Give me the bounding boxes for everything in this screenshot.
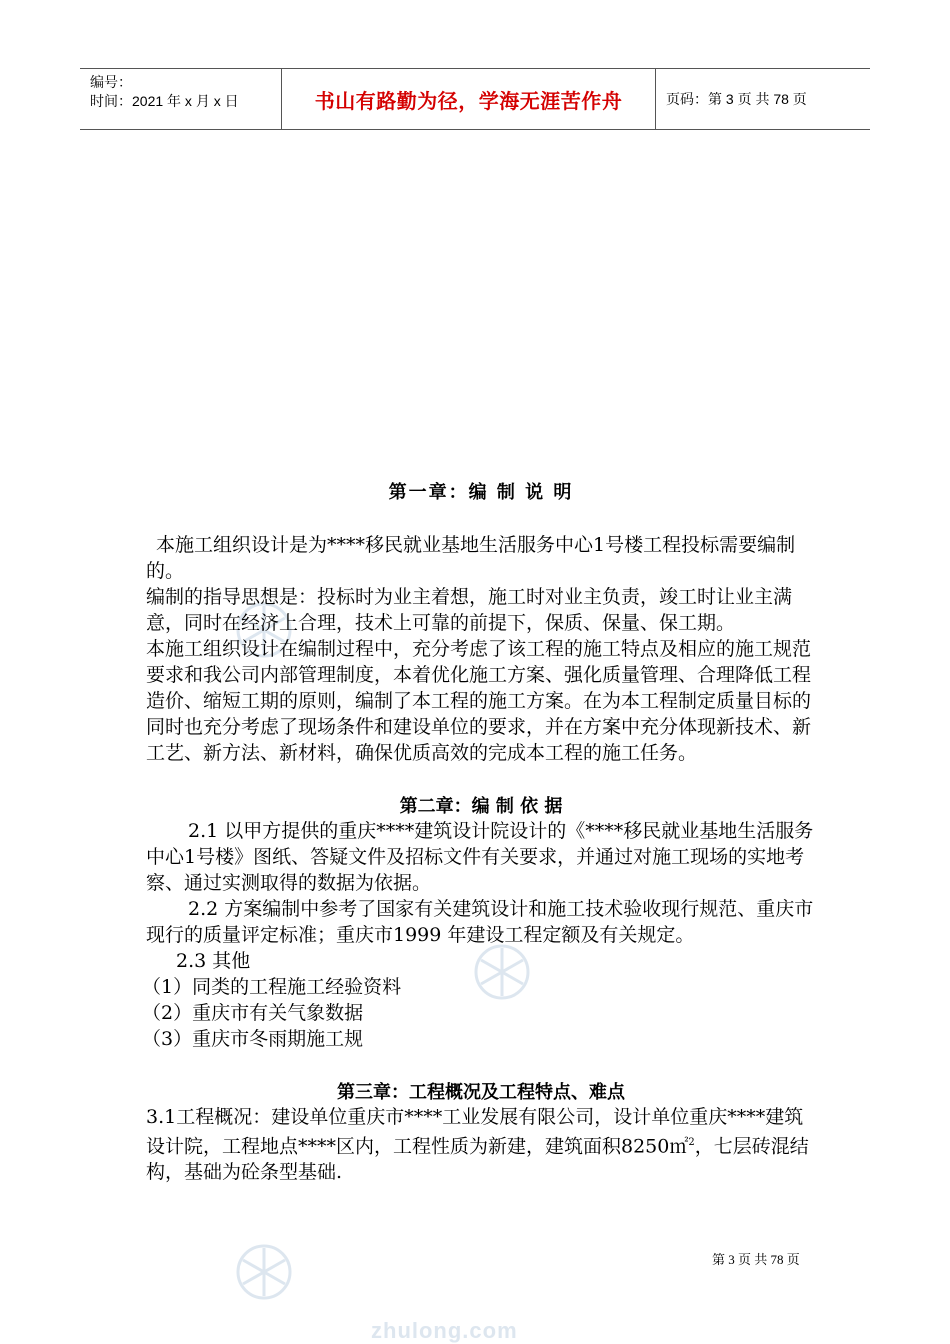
chapter-3-title: 第三章：工程概况及工程特点、难点 [337,1082,625,1103]
header-page-cell [656,69,870,129]
list-item: （1）同类的工程施工经验资料 [142,976,402,998]
list-item: （3）重庆市冬雨期施工规 [142,1028,364,1050]
section-3-1-paragraph [146,1104,816,1185]
section-3-1-text: 3.1工程概况：建设单位重庆市****工业发展有限公司，设计单位重庆****建筑设计院，工程地点****区内，工程性质为新建，建筑面积8250㎡ [146,1106,804,1158]
page-header [80,68,870,130]
document-date-label: 时间：2021 年 x 月 x 日 [90,93,239,109]
chapter-1-paragraph-2: 编制的指导思想是：投标时为业主着想，施工时对业主负责，竣工时让业主满意，同时在经济上合理，技术上可靠的前提下，保质、保量、保工期。 [146,586,793,634]
page-footer-number: 第 3 页 共 78 页 [712,1252,800,1267]
chapter-1-paragraph-3: 本施工组织设计在编制过程中，充分考虑了该工程的施工特点及相应的施工规范要求和我公司内部管理制度，本着优化施工方案、强化质量管理、合理降低工程造价、缩短工期的原则，编制了本工程的施工方案。在为本工程制定质量目标的同时也充分考虑了现场条件和建设单位的要求，并在方案中充分体现新技术、新工艺、新方法、新材料，确保优质高效的完成本工程的施工任务。 [146,638,812,764]
section-2-1-paragraph: 2.1 以甲方提供的重庆****建筑设计院设计的《****移民就业基地生活服务中心1号楼》图纸、答疑文件及招标文件有关要求，并通过对施工现场的实地考察、通过实测取得的数据为依据。 [146,820,814,894]
site-watermark-text: zhulong.com [371,1318,518,1343]
chapter-1-paragraph-1: 本施工组织设计是为****移民就业基地生活服务中心1号楼工程投标需要编制的。 [146,534,796,582]
header-motto: 书山有路勤为径，学海无涯苦作舟 [314,90,623,113]
section-3-1-text-end: ，七层砖混结构，基础为砼条型基础. [146,1135,809,1184]
header-meta-cell [80,69,282,129]
chapter-1-title: 第一章：编 制 说 明 [388,482,574,503]
document-number-label: 编号： [90,74,132,90]
document-body [142,478,816,1185]
watermark-snowflake-icon [232,1240,296,1304]
area-unit-superscript: 2 [688,1137,695,1148]
list-item: （2）重庆市有关气象数据 [142,1002,364,1024]
header-motto-cell [282,69,656,129]
header-page-number: 页码：第 3 页 共 78 页 [666,91,807,107]
section-2-2-paragraph: 2.2 方案编制中参考了国家有关建筑设计和施工技术验收现行规范、重庆市现行的质量评定标准；重庆市1999 年建设工程定额及有关规定。 [146,898,814,946]
chapter-2-title: 第二章：编 制 依 据 [399,796,563,817]
section-2-3-heading: 2.3 其他 [176,950,251,972]
